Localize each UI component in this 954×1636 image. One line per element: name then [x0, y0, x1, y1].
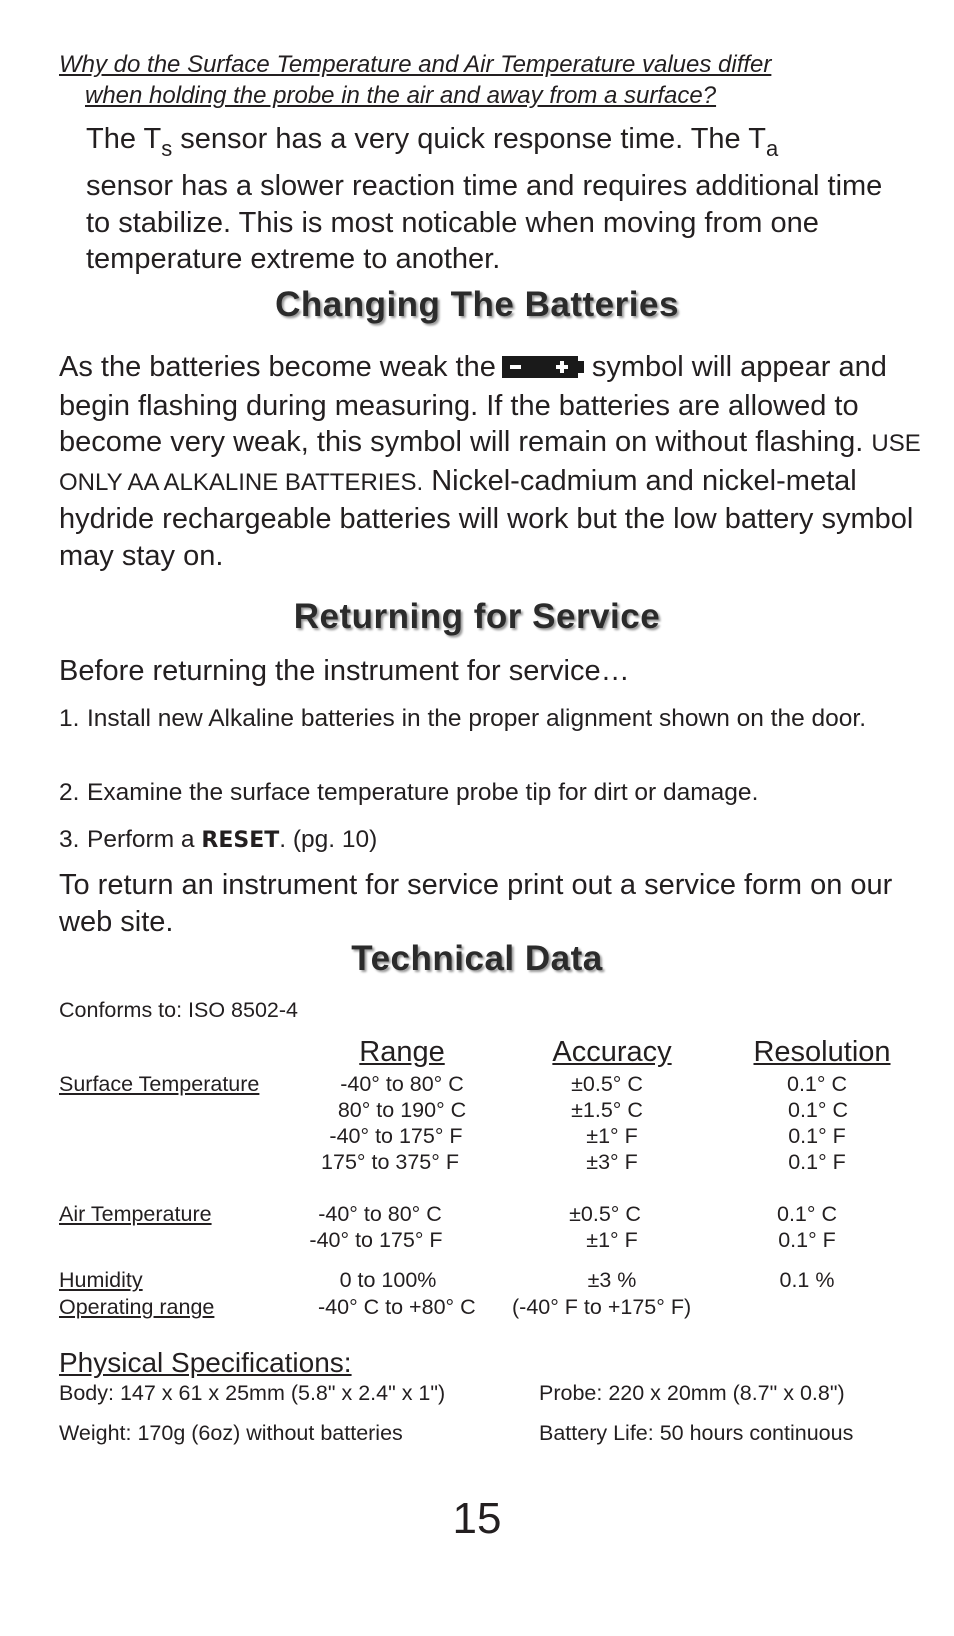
row-label-operating-range: Operating range — [59, 1295, 215, 1319]
service-closing: To return an instrument for service print out a service form on our web site. — [59, 869, 893, 938]
physical-battery-life: Battery Life: 50 hours continuous — [539, 1421, 854, 1445]
step-text: Install new Alkaline batteries in the proper alignment shown on the door. — [87, 705, 867, 732]
step-number: 2. — [59, 779, 80, 806]
operating-range-fahrenheit: (-40° F to +175° F) — [512, 1295, 692, 1319]
table-cell: 0.1° F — [778, 1228, 836, 1252]
step-number: 1. — [59, 705, 80, 732]
table-cell: ±0.5° C — [571, 1072, 643, 1096]
row-label-air-temperature: Air Temperature — [59, 1202, 212, 1226]
table-cell: -40° to 80° C — [340, 1072, 464, 1096]
reset-label: RESET — [201, 828, 280, 853]
table-cell: ±1° F — [586, 1228, 638, 1252]
ts-subscript: s — [161, 136, 173, 161]
table-cell: 80° to 190° C — [337, 1098, 467, 1122]
faq-question-line-1: Why do the Surface Temperature and Air Temperature values differ — [59, 51, 772, 78]
service-intro: Before returning the instrument for service… — [59, 655, 630, 687]
faq-answer — [86, 121, 906, 161]
physical-heading: Physical Specifications: — [59, 1347, 352, 1378]
batteries-text-after-icon: symbol will appear and begin flashing during measuring. If the batteries are allowed to become very weak, this symbol will remain on without flashing. — [59, 351, 887, 458]
ta-subscript: a — [765, 136, 779, 161]
physical-body: Body: 147 x 61 x 25mm (5.8" x 2.4" x 1") — [59, 1381, 446, 1405]
step-number: 3. — [59, 826, 80, 853]
low-battery-icon — [502, 351, 584, 388]
table-cell: 0.1 % — [779, 1268, 835, 1292]
row-label-humidity: Humidity — [59, 1268, 143, 1292]
table-cell: -40° to 80° C — [318, 1202, 442, 1226]
table-cell: ±3° F — [586, 1150, 638, 1174]
faq-answer-text-1: The T — [86, 123, 162, 155]
service-step-1 — [59, 703, 917, 735]
faq-answer-text-2: sensor has a very quick response time. The T — [172, 123, 766, 155]
table-cell: ±1.5° C — [571, 1098, 643, 1122]
table-cell: ±3 % — [587, 1268, 637, 1292]
step-text-after: . (pg. 10) — [279, 826, 378, 853]
table-cell: -40° to 175° F — [329, 1124, 463, 1148]
table-cell: -40° to 175° F — [309, 1228, 443, 1252]
faq-question-line-2: when holding the probe in the air and away from a surface? — [85, 82, 717, 109]
page-number: 15 — [452, 1494, 502, 1543]
step-text: Examine the surface temperature probe tip for dirt or damage. — [87, 779, 759, 806]
physical-probe: Probe: 220 x 20mm (8.7" x 0.8") — [539, 1381, 845, 1405]
row-label-surface-temperature: Surface Temperature — [59, 1072, 260, 1096]
technical-heading: Technical Data — [351, 939, 603, 978]
batteries-caps-warning: USE ONLY AA ALKALINE BATTERIES. — [59, 430, 921, 496]
table-cell: 0.1° C — [788, 1098, 848, 1122]
table-cell: 0 to 100% — [339, 1268, 437, 1292]
column-header-resolution: Resolution — [753, 1036, 891, 1068]
faq-answer-continued: sensor has a slower reaction time and requires additional time to stabilize. This is most noticable when moving from one temperature extreme to another. — [86, 170, 883, 275]
table-cell: 0.1° F — [788, 1150, 846, 1174]
column-header-accuracy: Accuracy — [552, 1036, 672, 1068]
batteries-heading: Changing The Batteries — [275, 285, 679, 324]
operating-range-celsius: -40° C to +80° C — [318, 1295, 476, 1319]
conforms-to: Conforms to: ISO 8502-4 — [59, 998, 298, 1022]
service-step-3 — [59, 824, 377, 857]
service-heading: Returning for Service — [293, 597, 661, 636]
table-cell: 0.1° C — [787, 1072, 847, 1096]
batteries-text-end: Nickel-cadmium and nickel-metal hydride rechargeable batteries will work but the low battery symbol may stay on. — [59, 464, 914, 572]
table-cell: ±0.5° C — [569, 1202, 641, 1226]
batteries-paragraph — [59, 349, 929, 574]
column-header-range: Range — [359, 1036, 445, 1068]
batteries-text-before-icon: As the batteries become weak the — [59, 351, 496, 383]
table-cell: ±1° F — [586, 1124, 638, 1148]
service-step-2 — [59, 777, 917, 809]
table-cell: 0.1° F — [788, 1124, 846, 1148]
step-text-before: Perform a — [87, 826, 202, 853]
table-cell: 175° to 375° F — [321, 1150, 459, 1174]
physical-weight: Weight: 170g (6oz) without batteries — [59, 1421, 403, 1445]
table-cell: 0.1° C — [777, 1202, 837, 1226]
